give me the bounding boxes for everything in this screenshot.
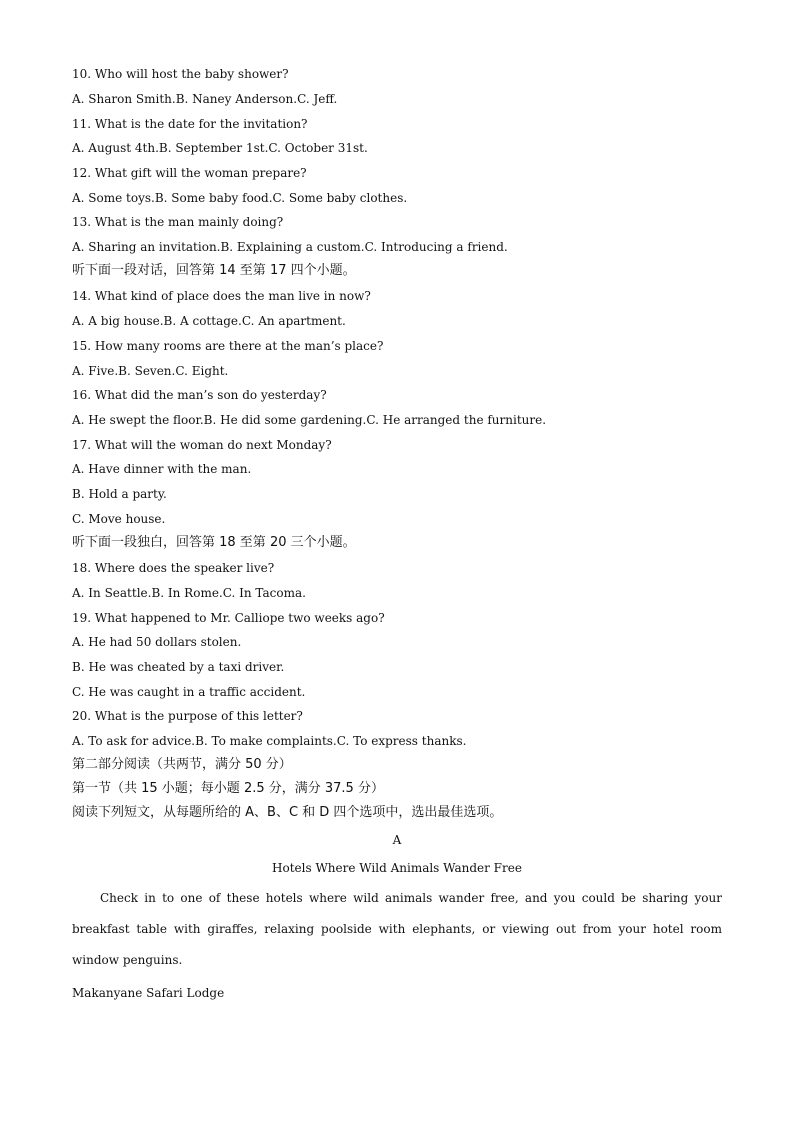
question-12: 12. What gift will the woman prepare?: [72, 166, 307, 180]
question-19: 19. What happened to Mr. Calliope two weeks ago?: [72, 611, 385, 625]
section-instruction-14-17: 听下面一段对话，回答第 14 至第 17 四个小题。: [72, 263, 356, 278]
options-11: A. August 4th.B. September 1st.C. October 31st.: [72, 141, 368, 155]
option-17c: C. Move house.: [72, 512, 166, 526]
options-14: A. A big house.B. A cottage.C. An apartment.: [72, 314, 346, 328]
option-19a: A. He had 50 dollars stolen.: [72, 635, 242, 649]
options-18: A. In Seattle.B. In Rome.C. In Tacoma.: [72, 586, 306, 600]
question-11: 11. What is the date for the invitation?: [72, 117, 308, 131]
section-one-heading: 第一节（共 15 小题；每小题 2.5 分，满分 37.5 分）: [72, 781, 384, 796]
option-17b: B. Hold a party.: [72, 487, 167, 501]
question-20: 20. What is the purpose of this letter?: [72, 709, 303, 723]
options-12: A. Some toys.B. Some baby food.C. Some baby clothes.: [72, 191, 408, 205]
question-15: 15. How many rooms are there at the man’s place?: [72, 339, 384, 353]
passage-letter: A: [392, 833, 402, 847]
option-17a: A. Have dinner with the man.: [72, 462, 252, 476]
option-19c: C. He was caught in a traffic accident.: [72, 685, 306, 699]
options-13: A. Sharing an invitation.B. Explaining a custom.C. Introducing a friend.: [72, 240, 508, 254]
passage-subheading: Makanyane Safari Lodge: [72, 986, 225, 1000]
section-instruction-18-20: 听下面一段独白，回答第 18 至第 20 三个小题。: [72, 535, 356, 550]
question-18: 18. Where does the speaker live?: [72, 561, 275, 575]
options-10: A. Sharon Smith.B. Naney Anderson.C. Jeff.: [72, 92, 338, 106]
passage-title: Hotels Where Wild Animals Wander Free: [272, 861, 522, 875]
question-16: 16. What did the man’s son do yesterday?: [72, 388, 327, 402]
passage-paragraph: Check in to one of these hotels where wild animals wander free, and you could be sharing your breakfast table with giraffes, relaxing poolside with elephants, or viewing out from your hotel room window penguins.: [72, 891, 722, 967]
question-10: 10. Who will host the baby shower?: [72, 67, 289, 81]
options-15: A. Five.B. Seven.C. Eight.: [72, 364, 229, 378]
question-13: 13. What is the man mainly doing?: [72, 215, 284, 229]
question-17: 17. What will the woman do next Monday?: [72, 438, 332, 452]
options-16: A. He swept the floor.B. He did some gardening.C. He arranged the furniture.: [72, 413, 547, 427]
option-19b: B. He was cheated by a taxi driver.: [72, 660, 285, 674]
reading-instruction: 阅读下列短文，从每题所给的 A、B、C 和 D 四个选项中，选出最佳选项。: [72, 805, 503, 820]
options-20: A. To ask for advice.B. To make complaints.C. To express thanks.: [72, 734, 467, 748]
question-14: 14. What kind of place does the man live in now?: [72, 289, 371, 303]
part-two-heading: 第二部分阅读（共两节，满分 50 分）: [72, 757, 292, 772]
